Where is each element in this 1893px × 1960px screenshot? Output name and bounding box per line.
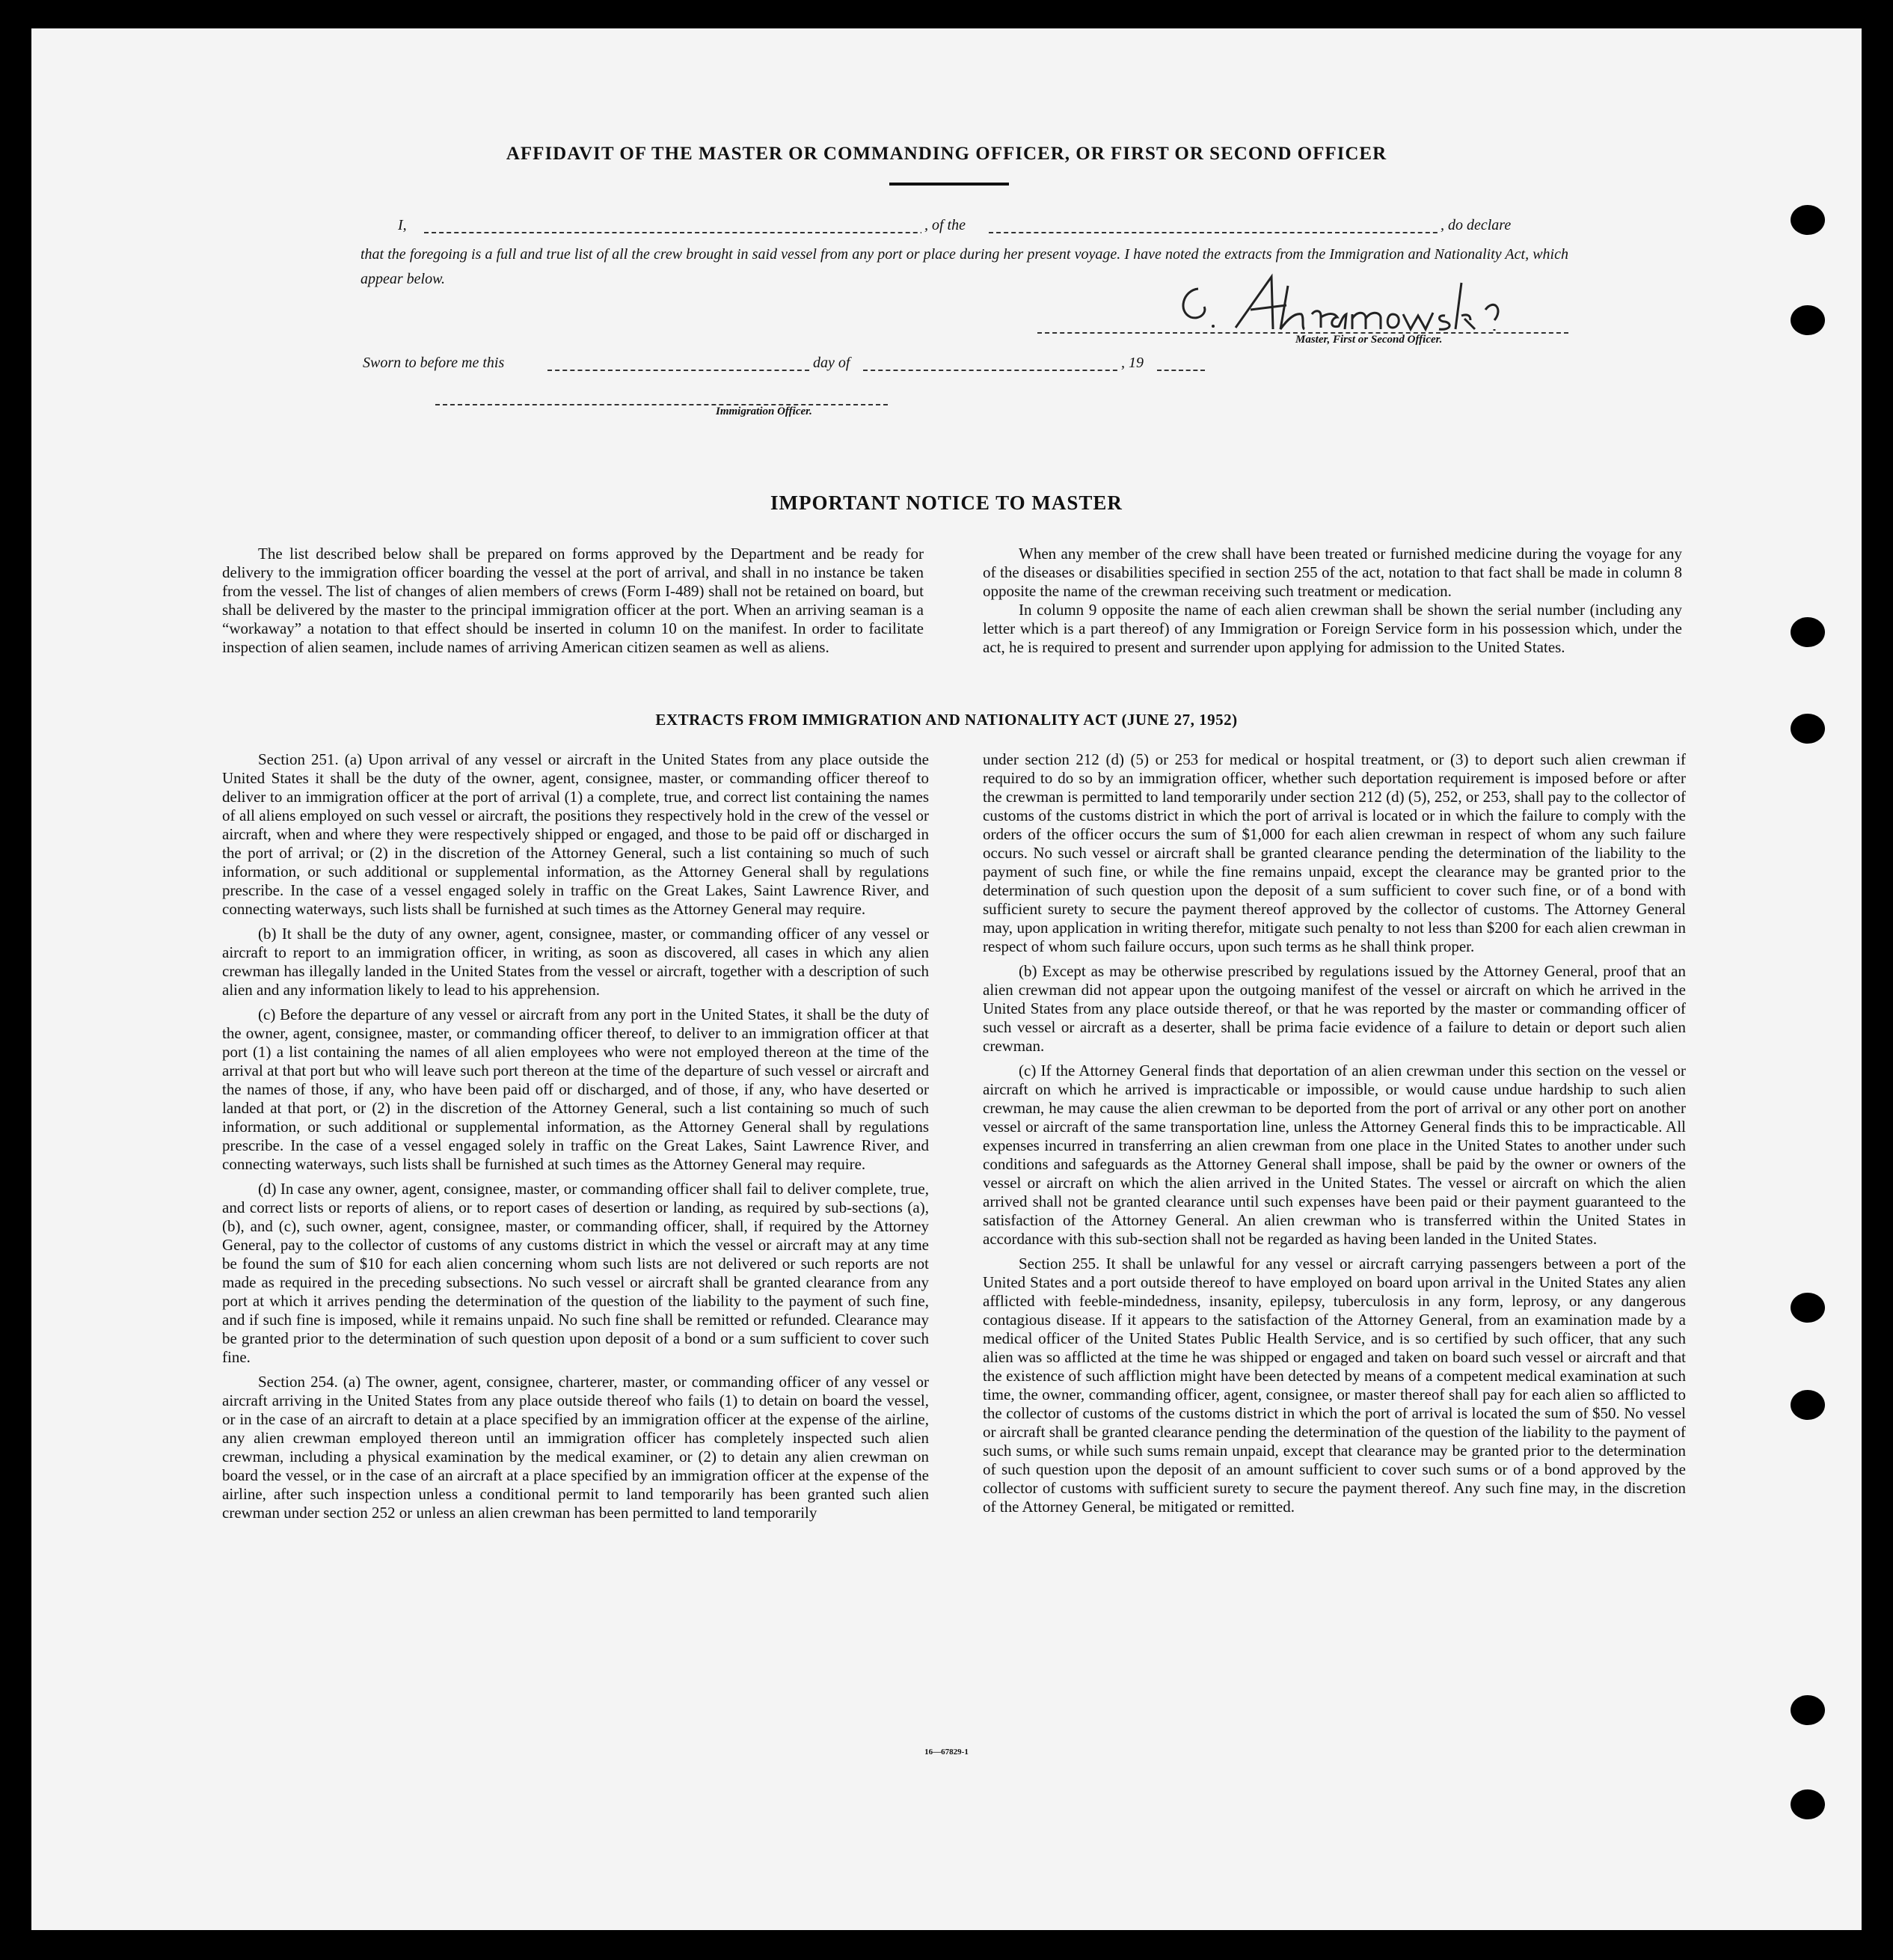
extract-paragraph: (c) If the Attorney General finds that deportation of an alien crewman under this section on the vessel or aircraft on which he arrived is impracticable or impossible, or would cause undue hardship to such alien crewman, he may cause the alien crewman to be deported from the port of arrival or any other port on another vessel or aircraft of the same transportation line, unless the Attorney General finds this to be impracticable. All expenses incurred in transferring an alien crewman from one place in the United States to another under such conditions and safeguards as the Attorney General shall impose, shall be paid by the owner or owners of the vessel or aircraft on which the alien arrived in the United States. The vessel or aircraft on which the alien arrived shall not be granted clearance until such expenses have been paid or their payment guaranteed to the satisfaction of the Attorney General. An alien crewman who is transferred within the United States in accordance with this sub-section shall not be regarded as having been landed in the United States. — [983, 1062, 1686, 1248]
sworn-month-blank — [863, 370, 1125, 371]
punch-hole — [1791, 1390, 1825, 1420]
declare-label: , do declare — [1438, 217, 1514, 234]
sworn-label: Sworn to before me this — [363, 355, 505, 371]
punch-hole — [1791, 617, 1825, 647]
sworn-date-blank — [547, 370, 809, 371]
declaration-statement: that the foregoing is a full and true list of all the crew brought in said vessel from any port or place during her present voyage. I have noted the extracts from the Immigration and Nationality Act, which appear below. — [361, 246, 1568, 287]
form-number: 16—67829-1 — [924, 1748, 969, 1757]
extract-paragraph: under section 212 (d) (5) or 253 for medical or hospital treatment, or (3) to deport such alien crewman if required to do so by an immigration officer, whether such deportation requirement is imposed before or after the crewman is permitted to land temporarily under section 212 (d) (5), 252, or 253, shall pay to the collector of customs of the customs district in which the port of arrival is located or in which the failure to comply with the orders of the officer occurs the sum of $1,000 for each alien crewman in respect of whom any such failure occurs. No such vessel or aircraft shall be granted clearance pending the determination of the liability to the payment of such fine, or while the fine remains unpaid, except the clearance may be granted prior to the determination of such question upon the deposit of a sum sufficient to cover such fine, or of a bond with sufficient surety to secure the payment thereof approved by the collector of customs. The Attorney General may, upon application in writing therefor, mitigate such penalty to not less than $200 for each alien crewman in respect of whom such failure occurs, upon such terms as he shall think proper. — [983, 750, 1686, 955]
notice-title: IMPORTANT NOTICE TO MASTER — [770, 491, 1123, 514]
punch-hole — [1791, 714, 1825, 744]
punch-hole — [1791, 205, 1825, 235]
extracts-title: EXTRACTS FROM IMMIGRATION AND NATIONALITY ACT (JUNE 27, 1952) — [655, 711, 1238, 729]
extract-paragraph: (d) In case any owner, agent, consignee, master, or commanding officer shall fail to deliver complete, true, and correct lists or reports of aliens, or to report cases of desertion or landing, as required by sub-sections (a), (b), and (c), such owner, agent, consignee, master, or commanding officer, shall, if required by the Attorney General, pay to the collector of customs of any customs district in which the vessel or aircraft may at any time be found the sum of $10 for each alien concerning whom such lists are not delivered or such reports are not made as required in the preceding subsections. No such vessel or aircraft shall be granted clearance from any port at which it arrives pending the determination of the question of the liability to the payment of such fine, and if such fine is imposed, while it remains unpaid. No such fine shall be remitted or refunded. Clearance may be granted prior to the determination of such question upon deposit of a bond or a sum sufficient to cover such fine. — [222, 1180, 929, 1366]
extract-paragraph: (b) Except as may be otherwise prescribed by regulations issued by the Attorney General, proof that an alien crewman did not appear upon the outgoing manifest of the vessel or aircraft on which he arrived in the United States from any place outside thereof, or that he was reported by the master or commanding officer of such vessel or aircraft as a deserter, shall be prima facie evidence of a failure to detain or deport such alien crewman. — [983, 962, 1686, 1055]
punch-hole — [1791, 1293, 1825, 1323]
notice-right-column — [983, 545, 1682, 657]
day-of-label: day of — [813, 355, 850, 371]
title-rule — [889, 183, 1009, 186]
extract-paragraph: (c) Before the departure of any vessel or aircraft from any port in the United States, it shall be the duty of the owner, agent, consignee, master, or commanding officer thereof, to deliver to an immigration officer at that port (1) a list containing the names of all alien employees who were not employed thereon at the time of the arrival at that port but who will leave such port thereon at the time of the departure of such vessel or aircraft and the names of those, if any, who have been paid off or discharged, and of those, if any, who have deserted or landed at that port, or (2) in the discretion of the Attorney General, such a list containing so much of such information, or such additional or supplemental information, as the Attorney General shall by regulations prescribe. In the case of a vessel engaged solely in traffic on the Great Lakes, Saint Lawrence River, and connecting waterways, such lists shall be furnished at such times as the Attorney General may require. — [222, 1005, 929, 1173]
document-page — [31, 28, 1862, 1930]
i-label: I, — [398, 217, 407, 233]
notice-left-column — [222, 545, 924, 657]
extracts-left-column — [222, 750, 929, 1522]
vessel-blank — [989, 232, 1452, 233]
notice-left-paragraph: The list described below shall be prepared on forms approved by the Department and be ready for delivery to the immigration officer boarding the vessel at the port of arrival, and shall in no instance be taken from the vessel. The list of changes of alien members of crews (Form I-489) shall not be retained on board, but shall be delivered by the master to the principal immigration officer at the port. When an arriving seaman is a “workaway” a notation to that effect should be inserted in column 10 on the manifest. In order to facilitate inspection of alien seamen, include names of arriving American citizen seamen as well as aliens. — [222, 545, 924, 656]
year-label: , 19 — [1121, 355, 1144, 371]
notice-right-paragraph: In column 9 opposite the name of each alien crewman shall be shown the serial number (including any letter which is a part thereof) of any Immigration or Foreign Service form in his possession which, under the act, he is required to present and surrender upon applying for admission to the United States. — [983, 601, 1682, 656]
of-the-label: , of the — [921, 217, 969, 234]
extracts-right-column — [983, 750, 1686, 1516]
extract-paragraph: Section 254. (a) The owner, agent, consignee, charterer, master, or commanding officer of any vessel or aircraft arriving in the United States from any place outside thereof who fails (1) to detain on board the vessel, or in the case of an aircraft to detain at a place specified by an immigration officer at the expense of the airline, any alien crewman employed thereon until an immigration officer has completely inspected such alien crewman, including a physical examination by the medical examiner, or (2) to detain any alien crewman on board the vessel, or in the case of an aircraft at a place specified by an immigration officer at the expense of the airline, after such inspection unless a conditional permit to land temporarily has been granted such alien crewman under section 252 or unless an alien crewman has been permitted to land temporarily — [222, 1373, 929, 1522]
notice-right-paragraph: When any member of the crew shall have been treated or furnished medicine during the voyage for any of the diseases or disabilities specified in section 255 of the act, notation to that fact shall be made in column 8 opposite the name of the crewman receiving such treatment or medication. — [983, 545, 1682, 600]
extract-paragraph: Section 251. (a) Upon arrival of any vessel or aircraft in the United States from any place outside the United States it shall be the duty of the owner, agent, consignee, master, or commanding officer thereof to deliver to an immigration officer at the port of arrival (1) a complete, true, and correct list containing the names of all aliens employed on such vessel or aircraft, the positions they respectively hold in the crew of the vessel or aircraft, when and where they were respectively shipped or engaged, and those to be paid off or discharged in the port of arrival; or (2) in the discretion of the Attorney General, such a list containing so much of such information, or such additional or supplemental information, as the Attorney General shall by regulations prescribe. In the case of a vessel engaged solely in traffic on the Great Lakes, Saint Lawrence River, and connecting waterways, such lists shall be furnished at such times as the Attorney General may require. — [222, 750, 929, 918]
extract-paragraph: (b) It shall be the duty of any owner, agent, consignee, master, or commanding officer of any vessel or aircraft to report to an immigration officer, in writing, as soon as discovered, all cases in which any alien crewman has illegally landed in the United States from the vessel or aircraft, together with a description of such alien and any information likely to lead to his apprehension. — [222, 925, 929, 999]
affidavit-title: AFFIDAVIT OF THE MASTER OR COMMANDING OFFICER, OR FIRST OR SECOND OFFICER — [506, 144, 1387, 164]
officer-signature-line — [435, 404, 888, 405]
punch-hole — [1791, 1789, 1825, 1819]
signature-label: Master, First or Second Officer. — [1295, 334, 1443, 346]
sworn-year-blank — [1157, 370, 1205, 371]
name-blank — [424, 232, 948, 233]
immigration-officer-label: Immigration Officer. — [716, 405, 812, 417]
extract-paragraph: Section 255. It shall be unlawful for any vessel or aircraft carrying passengers between a port of the United States and a port outside thereof to have employed on board upon arrival in the United States any alien afflicted with feeble-mindedness, insanity, epilepsy, tuberculosis in any form, leprosy, or any dangerous contagious disease. If it appears to the satisfaction of the Attorney General, from an examination made by a medical officer of the United States Public Health Service, and is so certified by such officer, that any such alien was so afflicted at the time he was shipped or engaged and taken on board such vessel or aircraft and that the existence of such affliction might have been detected by means of a competent medical examination at such time, the owner, commanding officer, agent, consignee, or master thereof shall pay for each alien so afflicted to the collector of customs of the customs district in which the port of arrival is located the sum of $50. No vessel or aircraft shall be granted clearance pending the determination of the question of the liability to the payment of such sums, or while such sums remain unpaid, except that clearance may be granted prior to the determination of such question upon the deposit of an amount sufficient to cover such sums or of a bond approved by the collector of customs with sufficient surety to secure the payment thereof. Any such fine may, in the discretion of the Attorney General, be mitigated or remitted. — [983, 1255, 1686, 1516]
punch-hole — [1791, 1695, 1825, 1725]
punch-hole — [1791, 305, 1825, 335]
